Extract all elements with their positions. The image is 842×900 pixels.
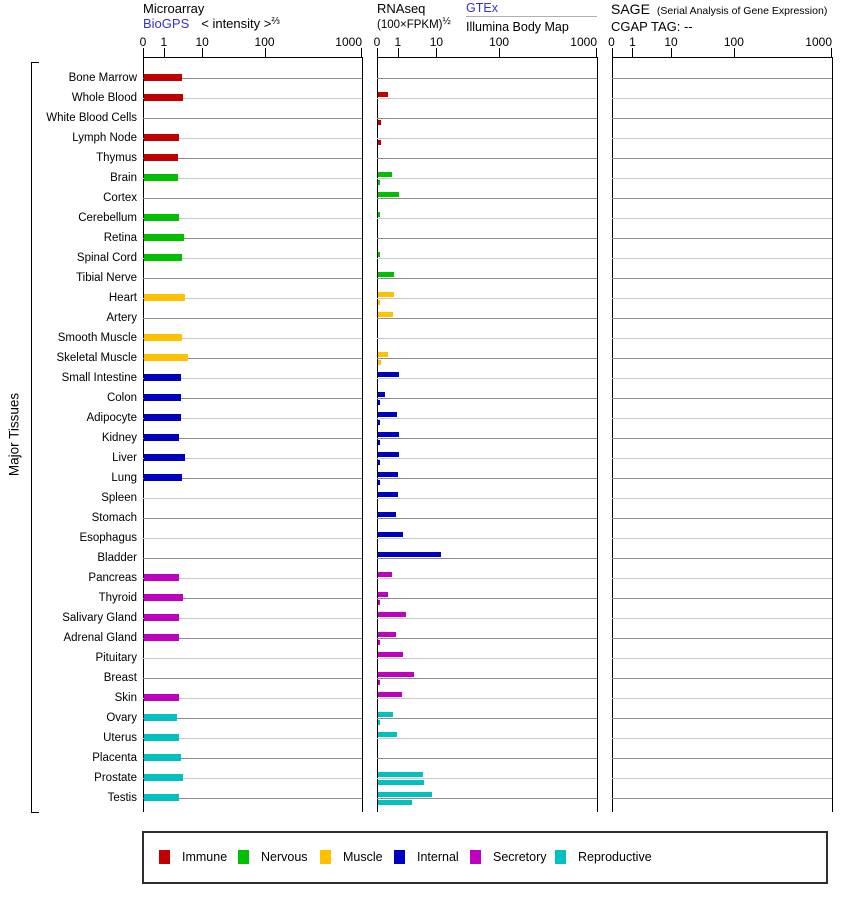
tissue-label-white-blood-cells: White Blood Cells [46, 112, 137, 124]
internal-color-swatch [394, 850, 405, 864]
axis-tick-label-microarray: 1000 [335, 35, 362, 49]
row-gridline-sage-retina [612, 238, 833, 239]
bar-rnaseq-gtex-small-intestine [378, 372, 399, 377]
axis-tick-label-rnaseq: 0 [373, 35, 381, 49]
legend-item-nervous [238, 850, 308, 864]
bar-microarray-ovary [144, 714, 177, 721]
bar-rnaseq-illumina-testis [378, 800, 412, 805]
immune-color-swatch [159, 850, 170, 864]
row-gridline-sage-pancreas [612, 578, 833, 579]
bar-rnaseq-illumina-lung [378, 480, 380, 485]
axis-tick-label-rnaseq: 100 [489, 35, 510, 49]
axis-tick-sage [612, 48, 613, 57]
row-gridline-sage-bladder [612, 558, 833, 559]
nervous-color-swatch [238, 850, 249, 864]
tissue-label-adrenal-gland: Adrenal Gland [63, 632, 137, 644]
tissue-label-salivary-gland: Salivary Gland [62, 612, 137, 624]
bar-microarray-adrenal-gland [144, 634, 179, 641]
row-gridline-sage-testis [612, 798, 833, 799]
bar-microarray-placenta [144, 754, 181, 761]
legend-label-secretory: Secretory [493, 850, 547, 864]
bar-rnaseq-gtex-bladder [378, 552, 441, 557]
axis-tick-label-rnaseq: 1 [394, 35, 402, 49]
bar-rnaseq-illumina-colon [378, 400, 380, 405]
axis-tick-sage [831, 48, 832, 57]
axis-tick-microarray [143, 48, 144, 57]
bar-rnaseq-gtex-artery [378, 312, 393, 317]
bar-rnaseq-illumina-breast [378, 680, 380, 685]
bar-rnaseq-gtex-breast [378, 672, 414, 677]
row-gridline-rnaseq-uterus [377, 738, 597, 739]
row-gridline-sage-smooth-muscle [612, 338, 833, 339]
bar-rnaseq-gtex-uterus [378, 732, 397, 737]
row-gridline-rnaseq-thyroid [377, 598, 597, 599]
row-gridline-sage-esophagus [612, 538, 833, 539]
microarray-title: Microarray [143, 1, 205, 16]
row-gridline-rnaseq-white-blood-cells [377, 118, 597, 119]
row-gridline-sage-whole-blood [612, 98, 833, 99]
bar-microarray-spinal-cord [144, 254, 182, 261]
bar-microarray-uterus [144, 734, 179, 741]
row-gridline-sage-uterus [612, 738, 833, 739]
tissue-label-bone-marrow: Bone Marrow [68, 72, 137, 84]
row-gridline-rnaseq-adrenal-gland [377, 638, 597, 639]
row-gridline-rnaseq-lung [377, 478, 597, 479]
bar-rnaseq-gtex-liver [378, 452, 399, 457]
axis-tick-label-sage: 0 [608, 35, 615, 49]
row-gridline-rnaseq-bone-marrow [377, 78, 597, 79]
row-gridline-sage-liver [612, 458, 833, 459]
bar-microarray-brain [144, 174, 178, 181]
axis-tick-label-rnaseq: 10 [429, 35, 444, 49]
axis-tick-label-sage: 1000 [805, 35, 832, 49]
row-gridline-sage-skin [612, 698, 833, 699]
tissue-label-prostate: Prostate [94, 772, 137, 784]
bar-microarray-bone-marrow [144, 74, 182, 81]
illumina-body-map-label: Illumina Body Map [466, 20, 569, 34]
row-gridline-rnaseq-heart [377, 298, 597, 299]
bar-microarray-testis [144, 794, 179, 801]
bar-microarray-salivary-gland [144, 614, 179, 621]
rnaseq-units-label: (100×FPKM)$^{\frac{1}{2}}$ [377, 16, 451, 31]
tissue-label-small-intestine: Small Intestine [61, 372, 137, 384]
row-gridline-rnaseq-smooth-muscle [377, 338, 597, 339]
axis-tick-rnaseq [436, 48, 437, 57]
bar-microarray-retina [144, 234, 184, 241]
row-gridline-microarray-pituitary [143, 658, 362, 659]
tissue-label-spinal-cord: Spinal Cord [76, 252, 137, 264]
bar-rnaseq-gtex-skin [378, 692, 402, 697]
tissue-label-cortex: Cortex [103, 192, 137, 204]
bar-microarray-lung [144, 474, 182, 481]
bar-rnaseq-gtex-esophagus [378, 532, 403, 537]
tissue-label-breast: Breast [103, 672, 137, 684]
row-gridline-rnaseq-esophagus [377, 538, 597, 539]
row-gridline-rnaseq-placenta [377, 758, 597, 759]
tissue-label-thyroid: Thyroid [98, 592, 137, 604]
row-gridline-rnaseq-kidney [377, 438, 597, 439]
row-gridline-rnaseq-whole-blood [377, 98, 597, 99]
row-gridline-rnaseq-thymus [377, 158, 597, 159]
bar-rnaseq-gtex-colon [378, 392, 385, 397]
row-gridline-rnaseq-pituitary [377, 658, 597, 659]
legend-item-immune [159, 850, 227, 864]
tissue-label-smooth-muscle: Smooth Muscle [57, 332, 137, 344]
row-gridline-sage-stomach [612, 518, 833, 519]
row-gridline-rnaseq-spleen [377, 498, 597, 499]
axis-tick-sage [632, 48, 633, 57]
tissue-label-retina: Retina [103, 232, 137, 244]
intensity-units-label: < intensity >$^{\frac{2}{3}}$ [201, 16, 280, 31]
bar-rnaseq-gtex-testis [378, 792, 432, 797]
row-gridline-rnaseq-pancreas [377, 578, 597, 579]
axis-tick-rnaseq [596, 48, 597, 57]
axis-tick-sage [671, 48, 672, 57]
row-gridline-rnaseq-tibial-nerve [377, 278, 597, 279]
bar-microarray-smooth-muscle [144, 334, 182, 341]
row-gridline-rnaseq-stomach [377, 518, 597, 519]
bar-rnaseq-gtex-brain [378, 172, 392, 177]
bar-microarray-thymus [144, 154, 178, 161]
bar-rnaseq-gtex-adipocyte [378, 412, 397, 417]
bar-microarray-cerebellum [144, 214, 179, 221]
row-gridline-sage-lymph-node [612, 138, 833, 139]
bar-rnaseq-gtex-skeletal-muscle [378, 352, 388, 357]
row-gridline-sage-thymus [612, 158, 833, 159]
axis-tick-microarray [361, 48, 362, 57]
bar-rnaseq-gtex-heart [378, 292, 394, 297]
bar-microarray-whole-blood [144, 94, 183, 101]
reproductive-color-swatch [555, 850, 566, 864]
axis-tick-label-rnaseq: 1000 [570, 35, 597, 49]
tissue-label-placenta: Placenta [92, 752, 137, 764]
row-gridline-microarray-tibial-nerve [143, 278, 362, 279]
rnaseq-exponent: ½ [442, 16, 451, 27]
row-gridline-sage-cerebellum [612, 218, 833, 219]
tissue-label-liver: Liver [112, 452, 137, 464]
row-gridline-sage-small-intestine [612, 378, 833, 379]
row-gridline-rnaseq-cerebellum [377, 218, 597, 219]
sage-subtitle: (Serial Analysis of Gene Expression) [656, 5, 828, 17]
tissue-label-bladder: Bladder [97, 552, 137, 564]
bar-rnaseq-gtex-spleen [378, 492, 398, 497]
row-gridline-sage-spinal-cord [612, 258, 833, 259]
tissue-label-brain: Brain [110, 172, 137, 184]
axis-tick-microarray [265, 48, 266, 57]
tissue-label-kidney: Kidney [101, 432, 137, 444]
cgap-tag-label: CGAP TAG: -- [611, 19, 693, 34]
bar-rnaseq-gtex-spinal-cord [378, 252, 380, 257]
panel-right-border-microarray [362, 57, 363, 812]
bar-rnaseq-illumina-brain [378, 180, 380, 185]
row-gridline-microarray-stomach [143, 518, 362, 519]
tissue-label-lung: Lung [111, 472, 137, 484]
bar-rnaseq-gtex-lung [378, 472, 398, 477]
bar-rnaseq-illumina-adrenal-gland [378, 640, 380, 645]
bar-microarray-skin [144, 694, 179, 701]
tissue-label-spleen: Spleen [101, 492, 137, 504]
row-gridline-sage-salivary-gland [612, 618, 833, 619]
secretory-color-swatch [470, 850, 481, 864]
axis-tick-sage [734, 48, 735, 57]
axis-tick-label-microarray: 10 [195, 35, 209, 49]
tissue-label-thymus: Thymus [96, 152, 137, 164]
tissue-label-heart: Heart [108, 292, 137, 304]
axis-line-sage [612, 57, 834, 58]
major-tissues-label: Major Tissues [6, 392, 22, 477]
row-gridline-rnaseq-spinal-cord [377, 258, 597, 259]
tissue-label-ovary: Ovary [106, 712, 137, 724]
row-gridline-sage-tibial-nerve [612, 278, 833, 279]
row-gridline-sage-skeletal-muscle [612, 358, 833, 359]
bar-rnaseq-gtex-kidney [378, 432, 399, 437]
bar-rnaseq-illumina-heart [378, 300, 380, 305]
row-gridline-rnaseq-cortex [377, 198, 597, 199]
axis-line-microarray [143, 57, 363, 58]
bar-rnaseq-gtex-prostate [378, 772, 423, 777]
axis-line-rnaseq [377, 57, 598, 58]
axis-tick-microarray [202, 48, 203, 57]
tissue-label-colon: Colon [106, 392, 137, 404]
bar-rnaseq-gtex-cerebellum [378, 212, 380, 217]
axis-tick-label-microarray: 0 [139, 35, 147, 49]
panel-right-border-rnaseq [597, 57, 598, 812]
bar-rnaseq-illumina-liver [378, 460, 380, 465]
bar-rnaseq-illumina-skeletal-muscle [378, 360, 381, 365]
biogps-link[interactable]: BioGPS [143, 16, 190, 31]
bar-microarray-skeletal-muscle [144, 354, 188, 361]
row-gridline-rnaseq-liver [377, 458, 597, 459]
row-gridline-rnaseq-skin [377, 698, 597, 699]
row-gridline-sage-ovary [612, 718, 833, 719]
row-gridline-sage-spleen [612, 498, 833, 499]
row-gridline-rnaseq-adipocyte [377, 418, 597, 419]
axis-tick-label-microarray: 1 [160, 35, 168, 49]
row-gridline-rnaseq-brain [377, 178, 597, 179]
row-gridline-sage-brain [612, 178, 833, 179]
row-gridline-sage-artery [612, 318, 833, 319]
bar-microarray-thyroid [144, 594, 183, 601]
row-gridline-sage-thyroid [612, 598, 833, 599]
muscle-color-swatch [320, 850, 331, 864]
row-gridline-microarray-artery [143, 318, 362, 319]
row-gridline-microarray-white-blood-cells [143, 118, 362, 119]
row-gridline-sage-white-blood-cells [612, 118, 833, 119]
bar-rnaseq-illumina-adipocyte [378, 420, 380, 425]
tissue-label-uterus: Uterus [103, 732, 137, 744]
bar-rnaseq-illumina-lymph-node [378, 140, 381, 145]
axis-tick-microarray [164, 48, 165, 57]
row-gridline-sage-adrenal-gland [612, 638, 833, 639]
axis-tick-rnaseq [499, 48, 500, 57]
bar-rnaseq-gtex-ovary [378, 712, 393, 717]
row-gridline-sage-cortex [612, 198, 833, 199]
tissue-label-skin: Skin [114, 692, 137, 704]
row-gridline-sage-kidney [612, 438, 833, 439]
axis-tick-rnaseq [398, 48, 399, 57]
axis-tick-label-sage: 100 [723, 35, 744, 49]
legend-label-reproductive: Reproductive [578, 850, 652, 864]
axis-tick-rnaseq [377, 48, 378, 57]
bar-microarray-pancreas [144, 574, 179, 581]
row-gridline-microarray-breast [143, 678, 362, 679]
bar-rnaseq-gtex-stomach [378, 512, 396, 517]
tissue-label-cerebellum: Cerebellum [78, 212, 137, 224]
row-gridline-rnaseq-retina [377, 238, 597, 239]
row-gridline-sage-prostate [612, 778, 833, 779]
bar-rnaseq-gtex-pituitary [378, 652, 403, 657]
bar-microarray-heart [144, 294, 185, 301]
axis-tick-label-sage: 10 [664, 35, 678, 49]
gtex-link[interactable]: GTEx [466, 1, 498, 15]
row-gridline-sage-pituitary [612, 658, 833, 659]
legend-label-internal: Internal [417, 850, 459, 864]
row-gridline-rnaseq-lymph-node [377, 138, 597, 139]
row-gridline-microarray-bladder [143, 558, 362, 559]
tissue-label-skeletal-muscle: Skeletal Muscle [56, 352, 137, 364]
legend-item-internal [394, 850, 459, 864]
bar-rnaseq-illumina-thyroid [378, 600, 380, 605]
row-gridline-sage-lung [612, 478, 833, 479]
row-gridline-rnaseq-salivary-gland [377, 618, 597, 619]
row-gridline-microarray-spleen [143, 498, 362, 499]
bar-rnaseq-illumina-prostate [378, 780, 424, 785]
sage-title: SAGE [611, 1, 650, 17]
bar-rnaseq-gtex-cortex [378, 192, 399, 197]
legend-label-immune: Immune [182, 850, 228, 864]
bar-rnaseq-gtex-tibial-nerve [378, 272, 394, 277]
legend-label-muscle: Muscle [343, 850, 383, 864]
row-gridline-rnaseq-bladder [377, 558, 597, 559]
bar-rnaseq-illumina-ovary [378, 720, 380, 725]
tissue-label-testis: Testis [107, 792, 137, 804]
legend-label-nervous: Nervous [261, 850, 308, 864]
bar-rnaseq-gtex-thyroid [378, 592, 388, 597]
bar-rnaseq-illumina-kidney [378, 440, 380, 445]
row-gridline-rnaseq-ovary [377, 718, 597, 719]
tissue-label-pancreas: Pancreas [88, 572, 137, 584]
row-gridline-rnaseq-prostate [377, 778, 597, 779]
tissue-label-adipocyte: Adipocyte [86, 412, 137, 424]
bar-microarray-lymph-node [144, 134, 179, 141]
bar-microarray-liver [144, 454, 185, 461]
tissue-label-tibial-nerve: Tibial Nerve [76, 272, 137, 284]
legend-item-muscle [320, 850, 383, 864]
bar-rnaseq-gtex-whole-blood [378, 92, 388, 97]
legend-item-secretory [470, 850, 547, 864]
bar-rnaseq-gtex-salivary-gland [378, 612, 406, 617]
row-gridline-rnaseq-skeletal-muscle [377, 358, 597, 359]
tissue-label-stomach: Stomach [91, 512, 137, 524]
tissue-label-artery: Artery [106, 312, 137, 324]
row-gridline-sage-breast [612, 678, 833, 679]
bar-microarray-small-intestine [144, 374, 181, 381]
legend [142, 831, 828, 884]
axis-tick-label-microarray: 100 [254, 35, 275, 49]
axis-tick-label-sage: 1 [629, 35, 636, 49]
tissue-label-esophagus: Esophagus [79, 532, 137, 544]
tissue-label-pituitary: Pituitary [95, 652, 137, 664]
row-gridline-rnaseq-artery [377, 318, 597, 319]
bar-microarray-kidney [144, 434, 179, 441]
row-gridline-sage-placenta [612, 758, 833, 759]
bar-microarray-adipocyte [144, 414, 181, 421]
row-gridline-rnaseq-small-intestine [377, 378, 597, 379]
row-gridline-microarray-esophagus [143, 538, 362, 539]
bar-microarray-colon [144, 394, 181, 401]
row-gridline-rnaseq-breast [377, 678, 597, 679]
bar-rnaseq-illumina-white-blood-cells [378, 120, 381, 125]
panel-right-border-sage [832, 57, 833, 812]
intensity-exponent: ⅔ [271, 16, 280, 27]
legend-item-reproductive [555, 850, 652, 864]
tissue-label-whole-blood: Whole Blood [71, 92, 137, 104]
bar-rnaseq-gtex-pancreas [378, 572, 392, 577]
row-gridline-sage-bone-marrow [612, 78, 833, 79]
row-gridline-sage-colon [612, 398, 833, 399]
row-gridline-sage-heart [612, 298, 833, 299]
row-gridline-sage-adipocyte [612, 418, 833, 419]
row-gridline-rnaseq-colon [377, 398, 597, 399]
rnaseq-title: RNAseq [377, 1, 426, 16]
bar-microarray-prostate [144, 774, 183, 781]
row-gridline-rnaseq-testis [377, 798, 597, 799]
bar-rnaseq-gtex-adrenal-gland [378, 632, 396, 637]
row-gridline-microarray-cortex [143, 198, 362, 199]
tissue-label-lymph-node: Lymph Node [72, 132, 137, 144]
